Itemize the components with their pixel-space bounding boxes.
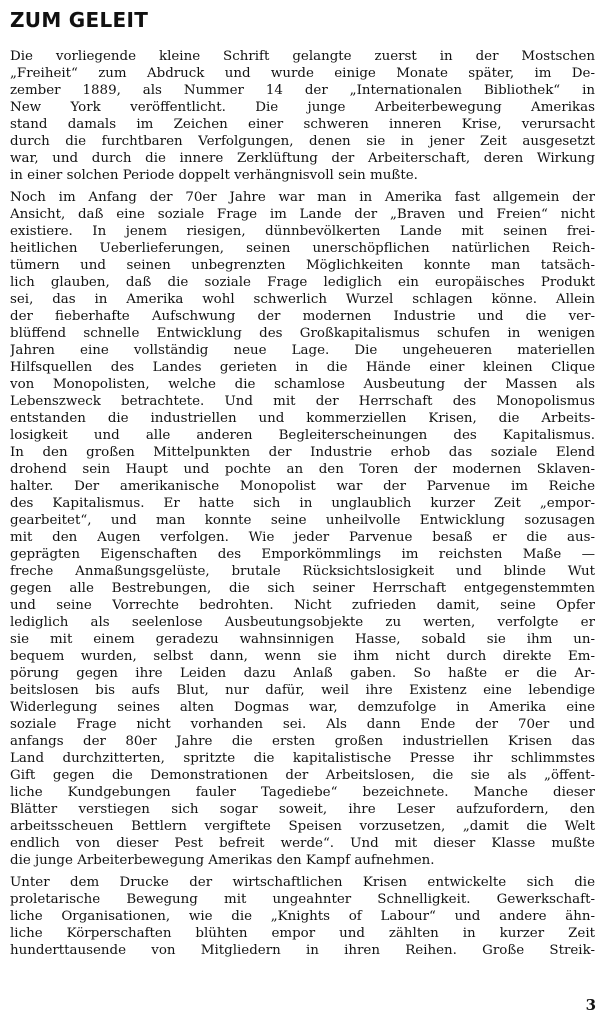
text-line: New York veröffentlicht. Die junge Arbeiterbewegung Amerikas xyxy=(10,100,595,115)
text-line: und seine Vorrechte bedrohten. Nicht zufrieden damit, seine Opfer xyxy=(10,598,595,613)
text-line: arbeitsscheuen Bettlern vergiftete Speisen vorzusetzen, „damit die Welt xyxy=(10,819,595,834)
paragraph xyxy=(10,48,595,184)
paragraph xyxy=(10,874,595,959)
text-line: Jahren eine vollständig neue Lage. Die ungeheueren materiellen xyxy=(10,343,595,358)
text-line: Hilfsquellen des Landes gerieten in die Hände einer kleinen Clique xyxy=(10,360,595,375)
text-line: tümern und seinen unbegrenzten Möglichkeiten konnte man tatsäch- xyxy=(10,258,595,273)
text-line: Blätter verstiegen sich sogar soweit, ihre Leser aufzufordern, den xyxy=(10,802,595,817)
text-line: endlich von dieser Pest befreit werde“. Und mit dieser Klasse mußte xyxy=(10,836,595,851)
text-line: Widerlegung seines alten Dogmas war, demzufolge in Amerika eine xyxy=(10,700,595,715)
text-line: losigkeit und alle anderen Begleiterscheinungen des Kapitalismus. xyxy=(10,428,595,443)
text-line: sie mit einem geradezu wahnsinnigen Hasse, sobald sie ihm un- xyxy=(10,632,595,647)
text-line: Gift gegen die Demonstrationen der Arbeitslosen, die sie als „öffent- xyxy=(10,768,595,783)
text-line: liche Organisationen, wie die „Knights of Labour“ und andere ähn- xyxy=(10,909,595,924)
text-line: mit den Augen verfolgen. Wie jeder Parvenue besaß er die aus- xyxy=(10,530,595,545)
text-line: blüffend schnelle Entwicklung des Großkapitalismus schufen in wenigen xyxy=(10,326,595,341)
text-line: existiere. In jenem riesigen, dünnbevölkerten Lande mit seinen frei- xyxy=(10,224,595,239)
text-line: proletarische Bewegung mit ungeahnter Schnelligkeit. Gewerkschaft- xyxy=(10,892,595,907)
text-line: lich glauben, daß die soziale Frage lediglich ein europäisches Produkt xyxy=(10,275,595,290)
text-line: freche Anmaßungsgelüste, brutale Rücksichtslosigkeit und blinde Wut xyxy=(10,564,595,579)
text-line: stand damals im Zeichen einer schweren inneren Krise, verursacht xyxy=(10,117,595,132)
text-line: halter. Der amerikanische Monopolist war der Parvenue im Reiche xyxy=(10,479,595,494)
text-line: beitslosen bis aufs Blut, nur dafür, weil ihre Existenz eine lebendige xyxy=(10,683,595,698)
text-line: soziale Frage nicht vorhanden sei. Als dann Ende der 70er und xyxy=(10,717,595,732)
text-line: des Kapitalismus. Er hatte sich in unglaublich kurzer Zeit „empor- xyxy=(10,496,595,511)
page-number: 3 xyxy=(585,996,596,1014)
text-line: Die vorliegende kleine Schrift gelangte zuerst in der Mostschen xyxy=(10,49,595,64)
paragraph xyxy=(10,189,595,869)
text-line: Noch im Anfang der 70er Jahre war man in Amerika fast allgemein der xyxy=(10,190,595,205)
text-line: heitlichen Ueberlieferungen, seinen unerschöpflichen natürlichen Reich- xyxy=(10,241,595,256)
text-line: Lebenszweck betrachtete. Und mit der Herrschaft des Monopolismus xyxy=(10,394,595,409)
text-line: Ansicht, daß eine soziale Frage im Lande der „Braven und Freien“ nicht xyxy=(10,207,595,222)
text-line: In den großen Mittelpunkten der Industrie erhob das soziale Elend xyxy=(10,445,595,460)
body-text xyxy=(10,48,595,964)
text-line: der fieberhafte Aufschwung der modernen Industrie und die ver- xyxy=(10,309,595,324)
text-line: gegen alle Bestrebungen, die sich seiner Herrschaft entgegenstemmten xyxy=(10,581,595,596)
text-line: liche Kundgebungen fauler Tagediebe“ bezeichnete. Manche dieser xyxy=(10,785,595,800)
text-line: pörung gegen ihre Leiden dazu Anlaß gaben. So haßte er die Ar- xyxy=(10,666,595,681)
text-line: drohend sein Haupt und pochte an den Toren der modernen Sklaven- xyxy=(10,462,595,477)
text-line: lediglich als seelenlose Ausbeutungsobjekte zu werten, verfolgte er xyxy=(10,615,595,630)
text-line: gearbeitet“, und man konnte seine unheilvolle Entwicklung sozusagen xyxy=(10,513,595,528)
text-line: zember 1889, als Nummer 14 der „Internationalen Bibliothek“ in xyxy=(10,83,595,98)
text-line: sei, das in Amerika wohl schwerlich Wurzel schlagen könne. Allein xyxy=(10,292,595,307)
text-line: die junge Arbeiterbewegung Amerikas den Kampf aufnehmen. xyxy=(10,853,435,868)
chapter-heading: ZUM GELEIT xyxy=(10,8,149,32)
text-line: durch die furchtbaren Verfolgungen, denen sie in jener Zeit ausgesetzt xyxy=(10,134,595,149)
text-line: von Monopolisten, welche die schamlose Ausbeutung der Massen als xyxy=(10,377,595,392)
text-line: war, und durch die innere Zerklüftung der Arbeiterschaft, deren Wirkung xyxy=(10,151,595,166)
text-line: liche Körperschaften blühten empor und zählten in kurzer Zeit xyxy=(10,926,595,941)
text-line: Unter dem Drucke der wirtschaftlichen Krisen entwickelte sich die xyxy=(10,875,595,890)
text-line: Land durchzitterten, spritzte die kapitalistische Presse ihr schlimmstes xyxy=(10,751,595,766)
text-line: entstanden die industriellen und kommerziellen Krisen, die Arbeits- xyxy=(10,411,595,426)
text-line: hunderttausende von Mitgliedern in ihren Reihen. Große Streik- xyxy=(10,943,595,958)
text-line: in einer solchen Periode doppelt verhängnisvoll sein mußte. xyxy=(10,168,418,183)
text-line: anfangs der 80er Jahre die ersten großen industriellen Krisen das xyxy=(10,734,595,749)
text-line: „Freiheit“ zum Abdruck und wurde einige Monate später, im De- xyxy=(10,66,595,81)
text-line: bequem wurden, selbst dann, wenn sie ihm nicht durch direkte Em- xyxy=(10,649,595,664)
text-line: geprägten Eigenschaften des Emporkömmlings im reichsten Maße — xyxy=(10,547,595,562)
